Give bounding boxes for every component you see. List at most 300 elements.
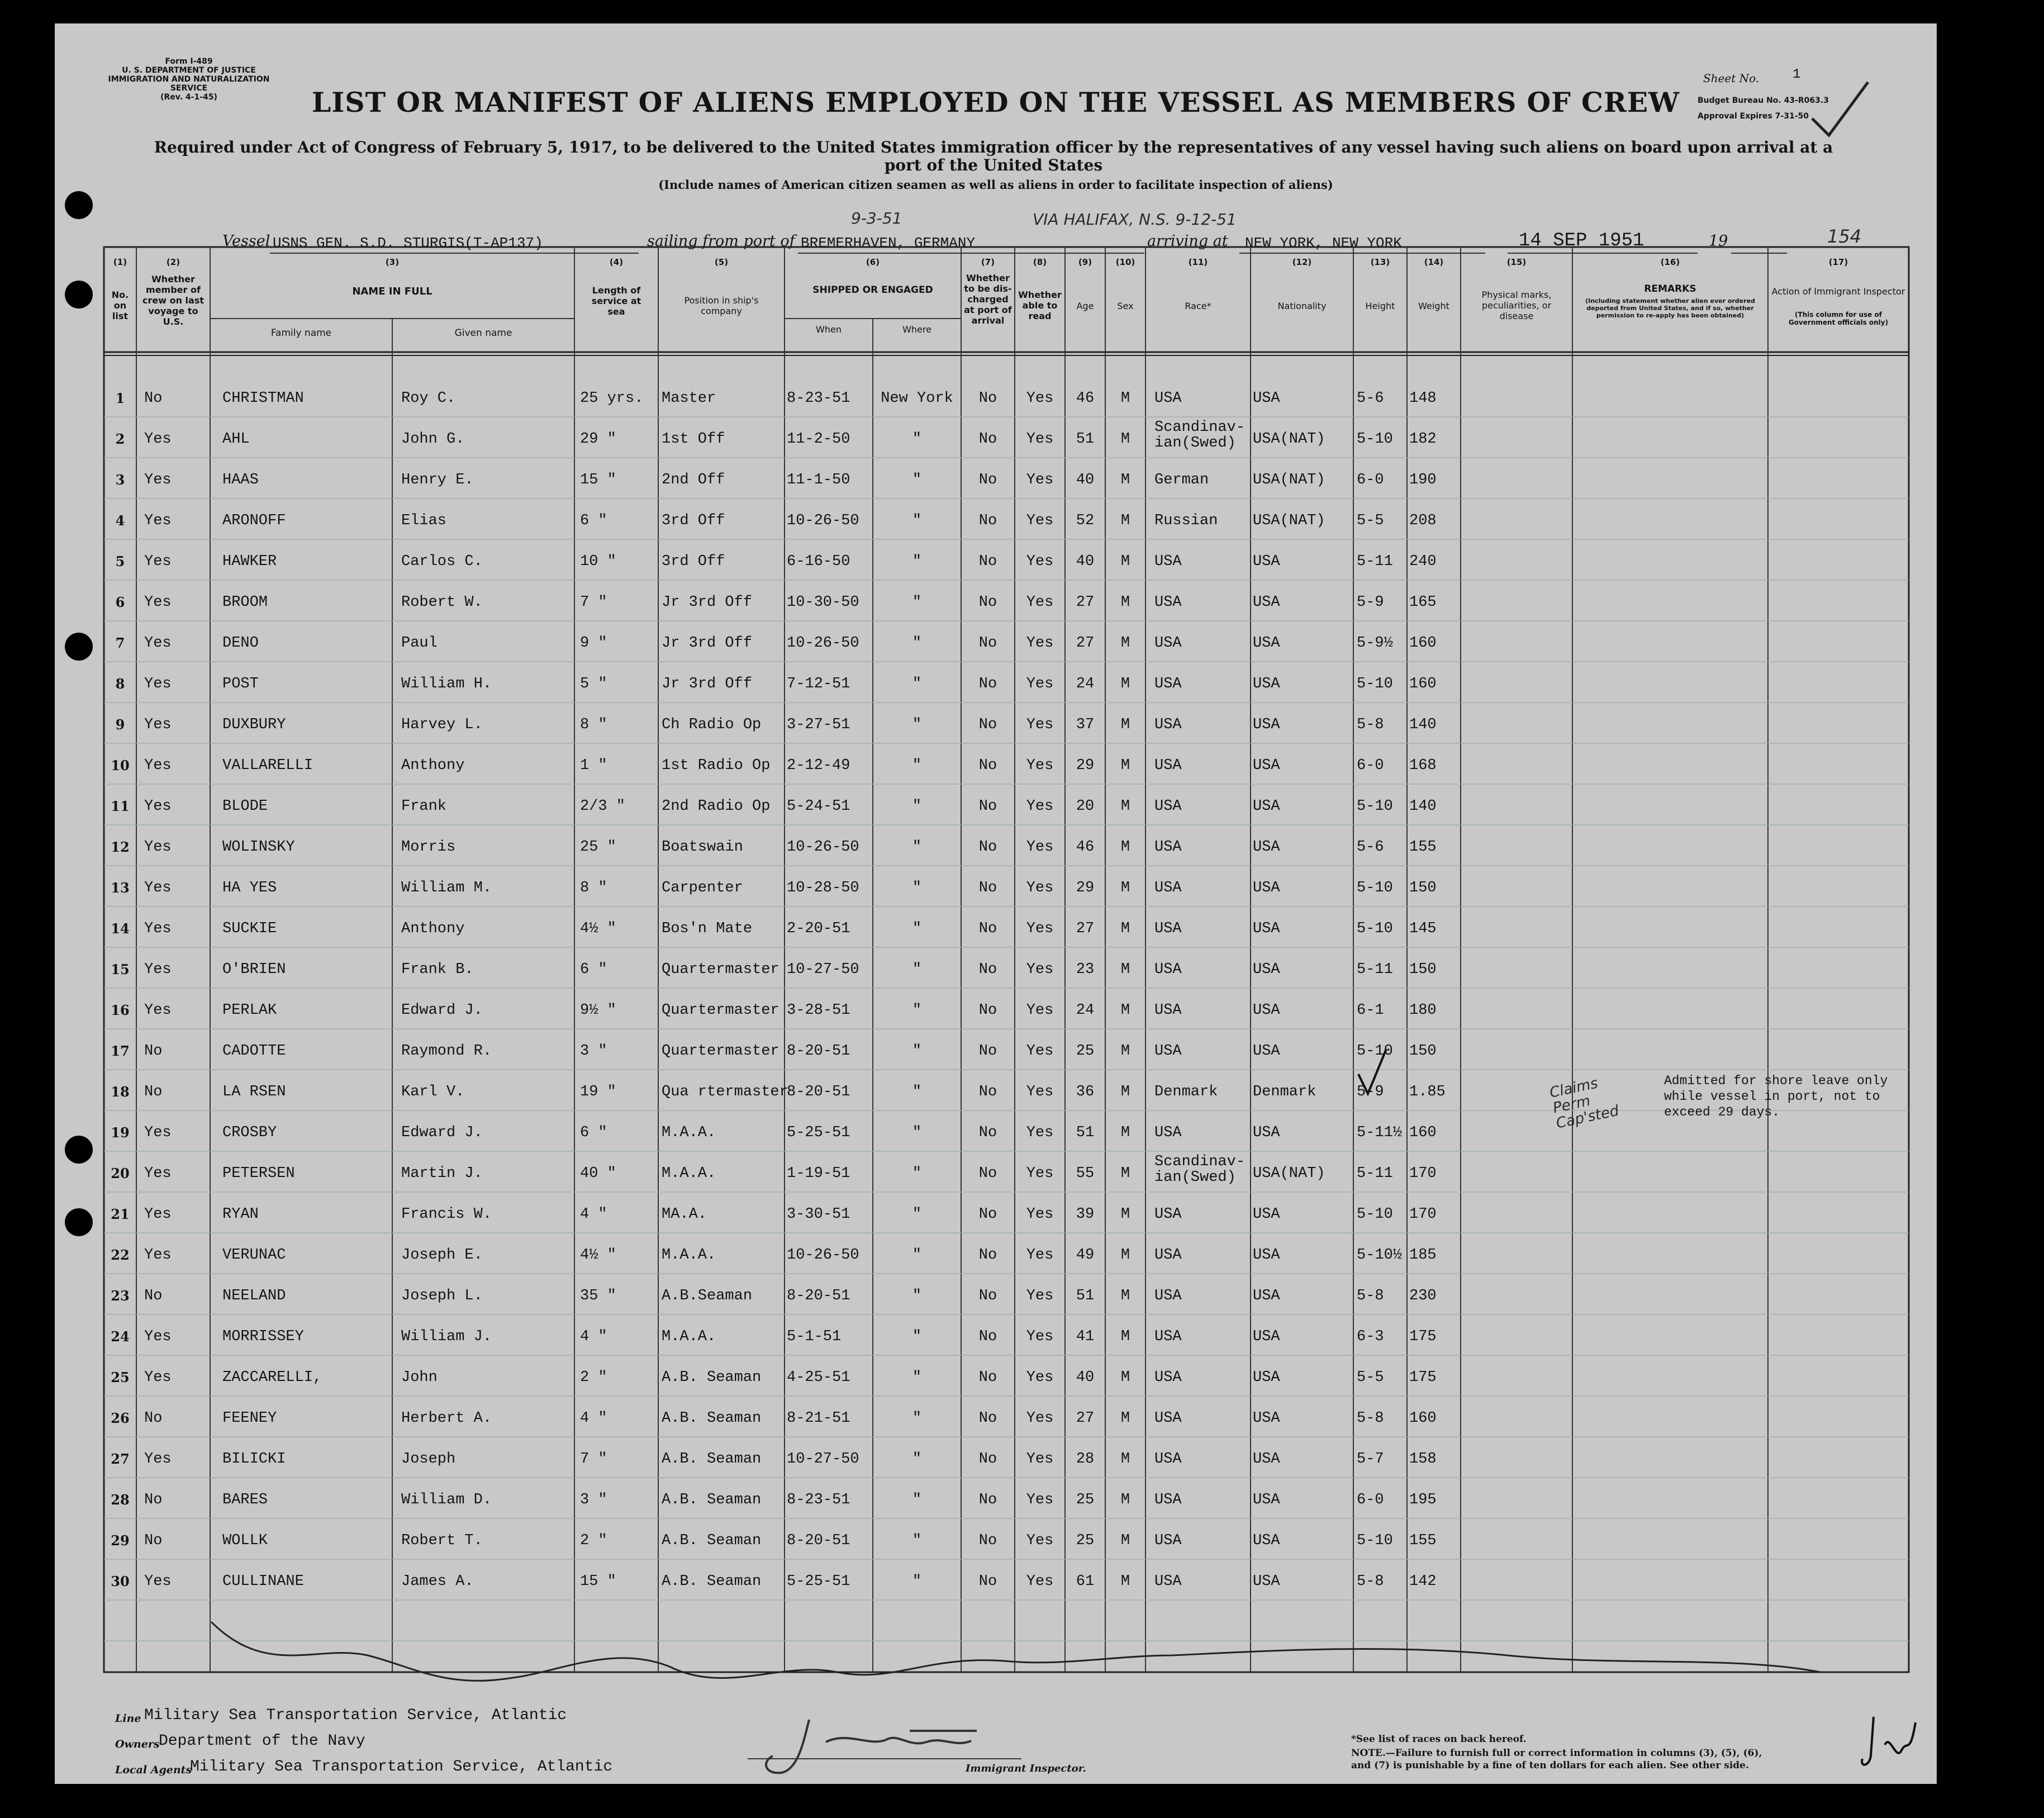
cell-read: Yes (1026, 1532, 1054, 1549)
cell-given: Elias (401, 512, 447, 529)
cell-age: 23 (1076, 961, 1095, 978)
cell-when: 5-24-51 (787, 798, 850, 815)
cell-no: 14 (111, 920, 130, 937)
cell-where: New York (881, 390, 953, 407)
subtitle: Required under Act of Congress of February 5, 1917, to be delivered to the United States immigration officer by the representatives of any vessel having such aliens on board upon arrival at a port of the United States (154, 138, 1833, 174)
cell-position: MA.A. (662, 1206, 707, 1223)
initials-signature (1857, 1711, 1918, 1773)
cell-read: Yes (1026, 1328, 1054, 1345)
cell-height: 5-11½ (1357, 1124, 1403, 1141)
cell-weight: 140 (1409, 798, 1437, 815)
cell-given: Herbert A. (401, 1410, 492, 1427)
colnum-5: (5) (714, 257, 729, 267)
header-weight: Weight (1418, 301, 1449, 311)
cell-prev: Yes (144, 472, 172, 488)
cell-read: Yes (1026, 472, 1054, 488)
cell-read: Yes (1026, 757, 1054, 774)
cell-no: 6 (115, 594, 125, 610)
cell-family: BILICKI (222, 1451, 286, 1468)
cell-weight: 160 (1409, 1124, 1437, 1141)
cell-race: USA (1154, 1410, 1182, 1427)
cell-nat: Denmark (1253, 1084, 1316, 1100)
cell-no: 11 (111, 798, 130, 814)
cell-race: USA (1154, 1369, 1182, 1386)
cell-family: DENO (222, 635, 259, 652)
cell-weight: 140 (1409, 716, 1437, 733)
colnum-7: (7) (981, 257, 995, 267)
cell-disch: No (978, 1288, 997, 1304)
cell-family: PERLAK (222, 1002, 277, 1019)
header-position: Position in ship's company (684, 295, 759, 316)
cell-read: Yes (1026, 716, 1054, 733)
cell-no: 12 (111, 839, 130, 855)
header-able-read: Whether able to read (1018, 289, 1062, 321)
cell-when: 8-20-51 (787, 1084, 850, 1100)
fine-note: NOTE.—Failure to furnish full or correct information in columns (3), (5), (6), and (7) is punishable by a fine of ten dollars for each alien. See other side. (1351, 1748, 1762, 1771)
cell-weight: 208 (1409, 512, 1437, 529)
sailing-date-note: 9-3-51 (851, 209, 902, 227)
cell-when: 10-26-50 (787, 635, 859, 652)
cell-nat: USA (1253, 390, 1280, 407)
cell-sex: M (1120, 1451, 1130, 1468)
cell-prev: No (144, 1084, 163, 1100)
cell-family: WOLINSKY (222, 839, 295, 856)
header-shipped: SHIPPED OR ENGAGED (812, 284, 933, 296)
cell-service: 6 " (580, 512, 607, 529)
cell-nat: USA (1253, 635, 1280, 652)
cell-nat: USA (1253, 1492, 1280, 1508)
cell-age: 41 (1076, 1328, 1095, 1345)
cell-where: " (912, 676, 922, 692)
agents-label: Local Agents (115, 1764, 192, 1776)
remark-handwritten: Claims Perm Cap'sted (1548, 1075, 1620, 1132)
cell-weight: 170 (1409, 1206, 1437, 1223)
cell-no: 2 (115, 431, 125, 447)
cell-given: William J. (401, 1328, 492, 1345)
sailing-port: BREMERHAVEN, GERMANY (801, 235, 976, 251)
cell-disch: No (978, 1043, 997, 1060)
cell-where: " (912, 512, 922, 529)
cell-race: USA (1154, 1532, 1182, 1549)
cell-race: USA (1154, 1206, 1182, 1223)
cell-age: 39 (1076, 1206, 1095, 1223)
cell-prev: Yes (144, 1124, 172, 1141)
cell-service: 7 " (580, 594, 607, 611)
cell-service: 3 " (580, 1043, 607, 1060)
cell-given: William D. (401, 1492, 492, 1508)
cell-when: 8-20-51 (787, 1532, 850, 1549)
cell-prev: No (144, 1492, 163, 1508)
cell-height: 5-10½ (1357, 1247, 1403, 1264)
cell-no: 3 (115, 472, 125, 488)
cell-when: 11-1-50 (787, 472, 850, 488)
cell-height: 6-0 (1357, 1492, 1384, 1508)
cell-given: James A. (401, 1573, 474, 1590)
cell-given: Carlos C. (401, 553, 483, 570)
cell-where: " (912, 431, 922, 448)
cell-no: 23 (111, 1288, 130, 1304)
cell-disch: No (978, 1165, 997, 1182)
cell-age: 40 (1076, 1369, 1095, 1386)
cell-race: Russian (1154, 512, 1218, 529)
cell-race: USA (1154, 1492, 1182, 1508)
cell-when: 11-2-50 (787, 431, 850, 448)
cell-disch: No (978, 635, 997, 652)
cell-when: 10-26-50 (787, 839, 859, 856)
cell-service: 4½ " (580, 1247, 616, 1264)
cell-age: 27 (1076, 1410, 1095, 1427)
cell-nat: USA (1253, 716, 1280, 733)
cell-nat: USA (1253, 676, 1280, 692)
cell-prev: No (144, 1288, 163, 1304)
cell-weight: 1.85 (1409, 1084, 1446, 1100)
header-sex: Sex (1117, 301, 1134, 311)
cell-sex: M (1120, 390, 1130, 407)
cell-service: 29 " (580, 431, 616, 448)
cell-service: 9 " (580, 635, 607, 652)
cell-service: 5 " (580, 676, 607, 692)
cell-race: USA (1154, 390, 1182, 407)
cell-sex: M (1120, 1247, 1130, 1264)
cell-age: 24 (1076, 676, 1095, 692)
cell-family: ZACCARELLI, (222, 1369, 322, 1386)
cell-height: 5-10 (1357, 1206, 1393, 1223)
header-length-service: Length of service at sea (591, 285, 641, 317)
cell-family: VALLARELLI (222, 757, 313, 774)
cell-height: 5-11 (1357, 961, 1393, 978)
cell-race: USA (1154, 716, 1182, 733)
cell-disch: No (978, 798, 997, 815)
cell-position: A.B. Seaman (662, 1410, 762, 1427)
cell-given: Francis W. (401, 1206, 492, 1223)
cell-when: 5-25-51 (787, 1124, 850, 1141)
cell-where: " (912, 1369, 922, 1386)
cell-nat: USA (1253, 553, 1280, 570)
cell-when: 10-27-50 (787, 961, 859, 978)
cell-disch: No (978, 920, 997, 937)
cell-race: USA (1154, 880, 1182, 896)
cell-weight: 175 (1409, 1328, 1437, 1345)
sheet-label: Sheet No. (1703, 72, 1760, 85)
cell-nat: USA (1253, 839, 1280, 856)
cell-weight: 230 (1409, 1288, 1437, 1304)
cell-weight: 165 (1409, 594, 1437, 611)
cell-prev: Yes (144, 1451, 172, 1468)
header-remarks-sub: (Including statement whether alien ever ordered deported from United States, and if so, whether permission to re-apply has been obtained) (1585, 297, 1755, 319)
cell-position: 3rd Off (662, 512, 725, 529)
cell-race: USA (1154, 839, 1182, 856)
page-number: 154 (1827, 226, 1862, 247)
cell-sex: M (1120, 920, 1130, 937)
cell-sex: M (1120, 1002, 1130, 1019)
cell-age: 24 (1076, 1002, 1095, 1019)
cell-given: Frank B. (401, 961, 474, 978)
cell-height: 5-8 (1357, 1288, 1384, 1304)
cell-sex: M (1120, 1043, 1130, 1060)
cell-weight: 168 (1409, 757, 1437, 774)
cell-service: 19 " (580, 1084, 616, 1100)
cell-disch: No (978, 716, 997, 733)
cell-position: Jr 3rd Off (662, 594, 753, 611)
cell-family: HAWKER (222, 553, 277, 570)
cell-service: 25 yrs. (580, 390, 644, 407)
cell-position: 1st Radio Op (662, 757, 771, 774)
cell-sex: M (1120, 635, 1130, 652)
cell-weight: 160 (1409, 676, 1437, 692)
cell-height: 5-10 (1357, 431, 1393, 448)
cell-position: A.B. Seaman (662, 1451, 762, 1468)
cell-when: 8-20-51 (787, 1288, 850, 1304)
cell-when: 2-12-49 (787, 757, 850, 774)
cell-age: 52 (1076, 512, 1095, 529)
cell-position: A.B.Seaman (662, 1288, 753, 1304)
cell-position: Qua rtermaster (662, 1084, 788, 1100)
cell-age: 55 (1076, 1165, 1095, 1182)
cell-prev: Yes (144, 1573, 172, 1590)
cell-where: " (912, 1165, 922, 1182)
cell-given: Henry E. (401, 472, 474, 488)
cell-prev: Yes (144, 716, 172, 733)
cell-read: Yes (1026, 961, 1054, 978)
cell-read: Yes (1026, 1573, 1054, 1590)
cell-height: 5-5 (1357, 512, 1384, 529)
cell-age: 27 (1076, 920, 1095, 937)
cell-disch: No (978, 1410, 997, 1427)
cell-when: 5-25-51 (787, 1573, 850, 1590)
cell-when: 6-16-50 (787, 553, 850, 570)
cell-weight: 150 (1409, 880, 1437, 896)
cell-race: USA (1154, 920, 1182, 937)
cell-family: BARES (222, 1492, 268, 1508)
page-title: LIST OR MANIFEST OF ALIENS EMPLOYED ON THE VESSEL AS MEMBERS OF CREW (311, 86, 1680, 118)
cell-no: 18 (111, 1084, 130, 1100)
colnum-14: (14) (1424, 257, 1444, 267)
arriving-label: arriving at (1147, 232, 1228, 250)
cell-prev: Yes (144, 920, 172, 937)
cell-prev: Yes (144, 1247, 172, 1264)
cell-position: M.A.A. (662, 1165, 716, 1182)
cell-family: O'BRIEN (222, 961, 286, 978)
cell-age: 40 (1076, 553, 1095, 570)
cell-age: 51 (1076, 1288, 1095, 1304)
via-note: VIA HALIFAX, N.S. 9-12-51 (1033, 210, 1237, 229)
cell-nat: USA (1253, 798, 1280, 815)
cell-read: Yes (1026, 1002, 1054, 1019)
cell-family: HAAS (222, 472, 259, 488)
cell-when: 10-27-50 (787, 1451, 859, 1468)
cell-when: 10-28-50 (787, 880, 859, 896)
cell-weight: 158 (1409, 1451, 1437, 1468)
cell-given: Roy C. (401, 390, 456, 407)
cell-position: A.B. Seaman (662, 1573, 762, 1590)
cell-when: 10-30-50 (787, 594, 859, 611)
sailing-label: sailing from port of (647, 232, 795, 250)
cell-no: 1 (115, 390, 125, 406)
cell-family: CULLINANE (222, 1573, 304, 1590)
cell-read: Yes (1026, 1124, 1054, 1141)
cell-given: Karl V. (401, 1084, 465, 1100)
cell-service: 35 " (580, 1288, 616, 1304)
cell-no: 26 (111, 1410, 130, 1426)
cell-read: Yes (1026, 1206, 1054, 1223)
cell-prev: Yes (144, 553, 172, 570)
cell-when: 8-20-51 (787, 1043, 850, 1060)
cell-prev: Yes (144, 635, 172, 652)
cell-when: 10-26-50 (787, 1247, 859, 1264)
footer (55, 1678, 1937, 1784)
cell-position: M.A.A. (662, 1247, 716, 1264)
cell-service: 2 " (580, 1369, 607, 1386)
cell-age: 37 (1076, 716, 1095, 733)
cell-no: 13 (111, 880, 130, 896)
cell-position: A.B. Seaman (662, 1532, 762, 1549)
cell-nat: USA(NAT) (1253, 472, 1325, 488)
cell-where: " (912, 1084, 922, 1100)
cell-age: 49 (1076, 1247, 1095, 1264)
cell-nat: USA (1253, 1043, 1280, 1060)
cell-family: LA RSEN (222, 1084, 286, 1100)
cell-service: 2/3 " (580, 798, 626, 815)
cell-where: " (912, 594, 922, 611)
cell-position: 1st Off (662, 431, 725, 448)
cell-weight: 195 (1409, 1492, 1437, 1508)
cell-read: Yes (1026, 676, 1054, 692)
cell-position: M.A.A. (662, 1124, 716, 1141)
cell-age: 51 (1076, 431, 1095, 448)
cell-sex: M (1120, 1288, 1130, 1304)
cell-read: Yes (1026, 798, 1054, 815)
cell-prev: Yes (144, 798, 172, 815)
cell-when: 7-12-51 (787, 676, 850, 692)
cell-disch: No (978, 1124, 997, 1141)
cell-weight: 182 (1409, 431, 1437, 448)
cell-prev: Yes (144, 757, 172, 774)
cell-race: USA (1154, 635, 1182, 652)
colnum-16: (16) (1660, 257, 1680, 267)
cell-height: 5-10 (1357, 920, 1393, 937)
cell-family: WOLLK (222, 1532, 268, 1549)
remark-row-18: Admitted for shore leave only while vessel in port, not to exceed 29 days. (1664, 1074, 1888, 1119)
cell-given: Morris (401, 839, 456, 856)
header-whether-member: Whether member of crew on last voyage to U.S. (142, 274, 204, 327)
cell-height: 6-0 (1357, 757, 1384, 774)
cell-nat: USA (1253, 1247, 1280, 1264)
cell-height: 5-6 (1357, 390, 1384, 407)
cell-weight: 190 (1409, 472, 1437, 488)
cell-service: 25 " (580, 839, 616, 856)
colnum-3: (3) (385, 257, 400, 267)
cell-sex: M (1120, 553, 1130, 570)
cell-race: USA (1154, 594, 1182, 611)
header-where: Where (902, 324, 931, 335)
header-physical: Physical marks, peculiarities, or disease (1481, 289, 1552, 321)
cell-age: 25 (1076, 1492, 1095, 1508)
cell-where: " (912, 472, 922, 488)
cell-given: Edward J. (401, 1002, 483, 1019)
colnum-15: (15) (1506, 257, 1527, 267)
cell-sex: M (1120, 798, 1130, 815)
cell-given: Raymond R. (401, 1043, 492, 1060)
cell-read: Yes (1026, 1084, 1054, 1100)
cell-family: FEENEY (222, 1410, 277, 1427)
cell-service: 4 " (580, 1328, 607, 1345)
cell-disch: No (978, 431, 997, 448)
cell-sex: M (1120, 1532, 1130, 1549)
revision: (Rev. 4-1-45) (160, 93, 217, 102)
cell-age: 40 (1076, 472, 1095, 488)
cell-where: " (912, 1206, 922, 1223)
cell-age: 61 (1076, 1573, 1095, 1590)
cell-where: " (912, 1532, 922, 1549)
cell-given: Harvey L. (401, 716, 483, 733)
cell-weight: 170 (1409, 1165, 1437, 1182)
cell-when: 8-21-51 (787, 1410, 850, 1427)
header-name-in-full: NAME IN FULL (352, 286, 432, 297)
cell-race: USA (1154, 1002, 1182, 1019)
cell-read: Yes (1026, 1410, 1054, 1427)
cell-no: 5 (115, 553, 125, 569)
cell-prev: Yes (144, 839, 172, 856)
cell-where: " (912, 1328, 922, 1345)
cell-no: 10 (111, 757, 130, 773)
cell-nat: USA (1253, 1206, 1280, 1223)
cell-height: 5-8 (1357, 1410, 1384, 1427)
cell-height: 5-10 (1357, 880, 1393, 896)
cell-disch: No (978, 594, 997, 611)
cell-family: MORRISSEY (222, 1328, 304, 1345)
cell-given: John G. (401, 431, 465, 448)
cell-disch: No (978, 1247, 997, 1264)
cell-where: " (912, 553, 922, 570)
cell-read: Yes (1026, 920, 1054, 937)
cell-given: William H. (401, 676, 492, 692)
cell-disch: No (978, 1492, 997, 1508)
approval-expires: Approval Expires 7-31-50 (1698, 112, 1809, 121)
cell-disch: No (978, 1369, 997, 1386)
cell-sex: M (1120, 1328, 1130, 1345)
cell-family: CADOTTE (222, 1043, 286, 1060)
cell-position: Carpenter (662, 880, 743, 896)
colnum-4: (4) (609, 257, 624, 267)
cell-family: SUCKIE (222, 920, 277, 937)
cell-height: 5-8 (1357, 1573, 1384, 1590)
cell-no: 19 (111, 1124, 130, 1141)
header-discharged: Whether to be dis-charged at port of arrival (964, 273, 1012, 326)
cell-weight: 180 (1409, 1002, 1437, 1019)
cell-sex: M (1120, 1124, 1130, 1141)
cell-family: RYAN (222, 1206, 259, 1223)
cell-where: " (912, 798, 922, 815)
cell-read: Yes (1026, 880, 1054, 896)
cell-prev: Yes (144, 1002, 172, 1019)
colnum-10: (10) (1115, 257, 1135, 267)
cell-nat: USA (1253, 961, 1280, 978)
cell-race: USA (1154, 1288, 1182, 1304)
cell-read: Yes (1026, 390, 1054, 407)
colnum-1: (1) (113, 257, 127, 267)
cell-family: PETERSEN (222, 1165, 295, 1182)
line-value: Military Sea Transportation Service, Atlantic (144, 1707, 567, 1724)
cell-no: 7 (115, 635, 125, 651)
cell-sex: M (1120, 880, 1130, 896)
cell-sex: M (1120, 1410, 1130, 1427)
cell-position: Quartermaster (662, 1043, 779, 1060)
cell-age: 28 (1076, 1451, 1095, 1468)
cell-when: 3-30-51 (787, 1206, 850, 1223)
cell-given: Robert W. (401, 594, 483, 611)
cell-where: " (912, 961, 922, 978)
cell-height: 5-10 (1357, 798, 1393, 815)
